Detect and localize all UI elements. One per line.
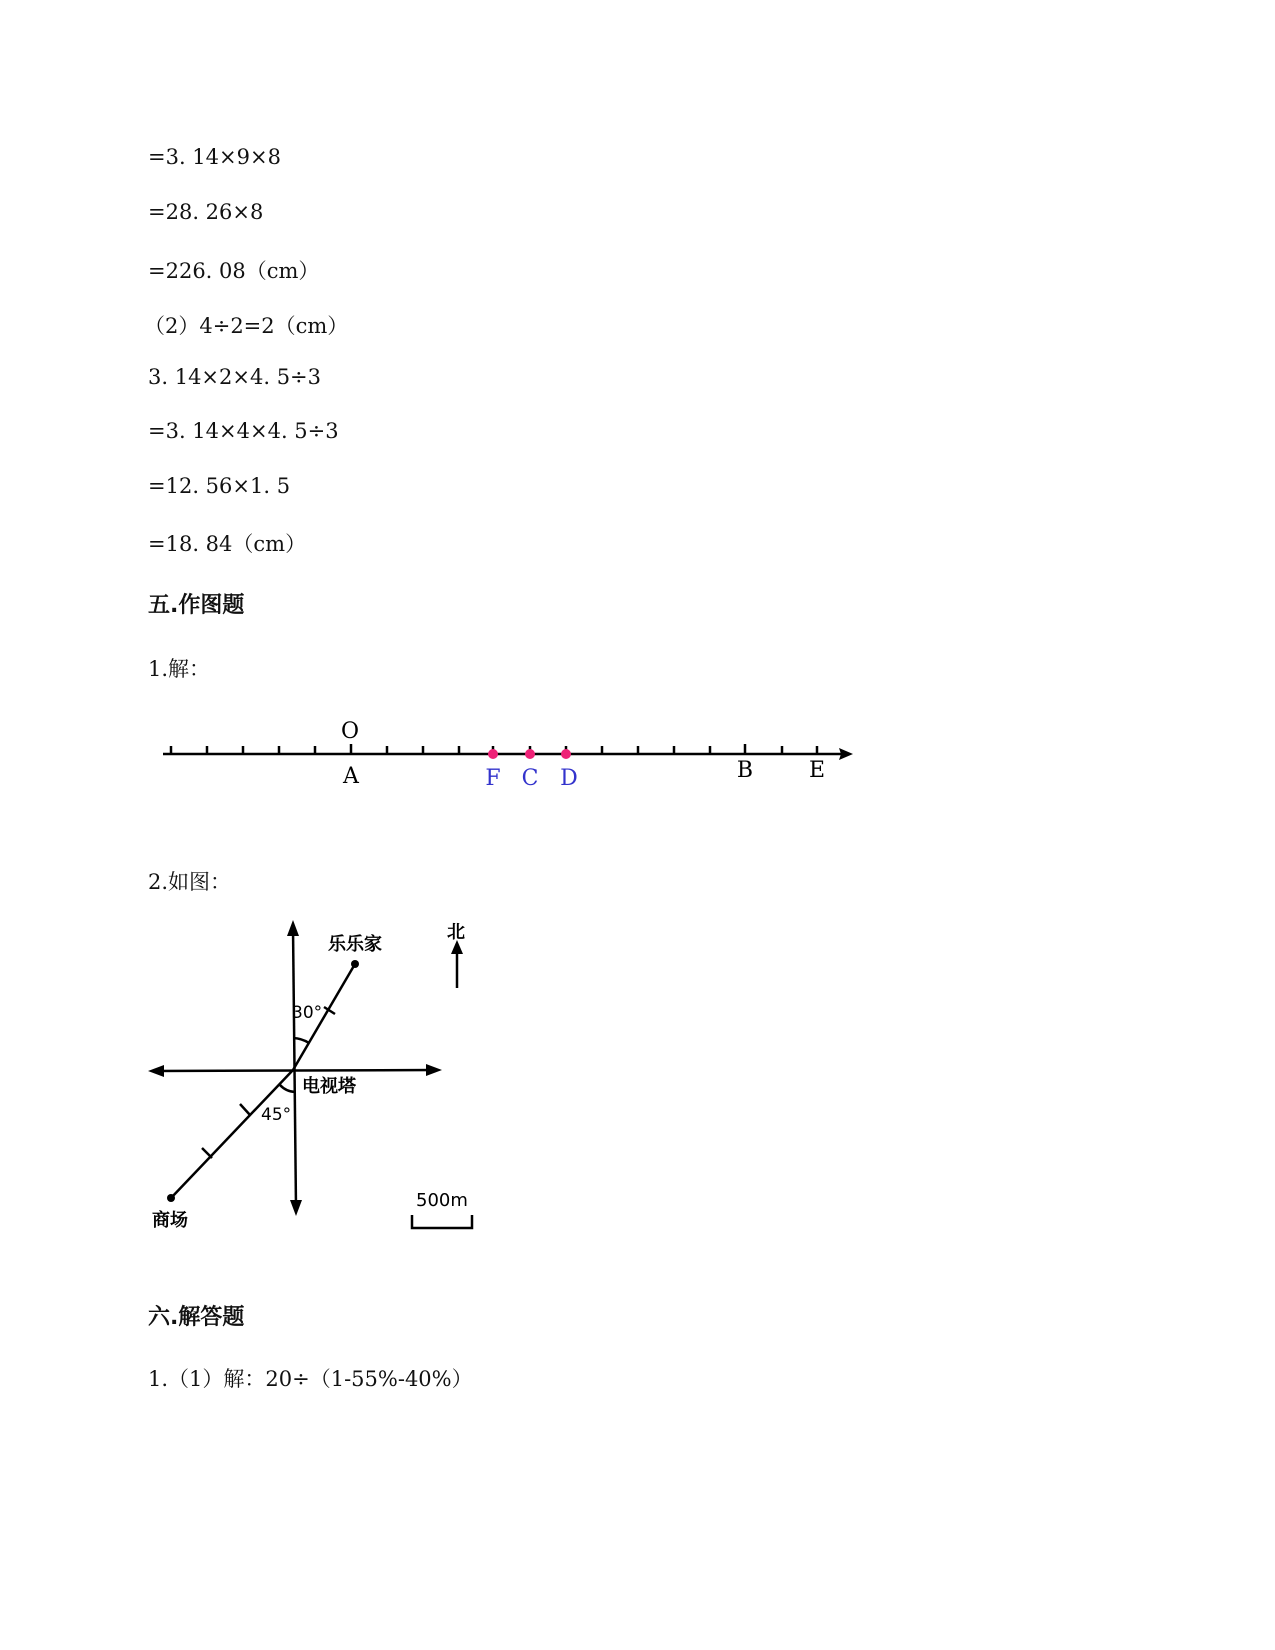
arrow-right-icon (426, 1064, 442, 1076)
section-heading: 五.作图题 (148, 593, 245, 618)
direction-map-figure (140, 910, 500, 1240)
label-f: F (485, 766, 501, 791)
home-label: 乐乐家 (328, 934, 382, 955)
calc-line: （2）4÷2=2（cm） (144, 314, 349, 338)
arrow-down-icon (290, 1200, 302, 1216)
question-label: 2.如图： (148, 870, 232, 894)
calc-line: =18. 84（cm） (148, 532, 307, 556)
calc-line: =226. 08（cm） (148, 259, 320, 283)
calc-line: =3. 14×4×4. 5÷3 (148, 419, 339, 443)
tower-label: 电视塔 (302, 1076, 356, 1097)
arrow-left-icon (148, 1065, 164, 1077)
label-a: A (343, 764, 359, 789)
scale-bar (412, 1215, 472, 1228)
calc-line: =3. 14×9×8 (148, 145, 281, 169)
angle-arc-45 (280, 1085, 295, 1092)
scale-label: 500m (416, 1190, 468, 1211)
point-d-dot (561, 749, 571, 759)
question-text: 1.（1）解：20÷（1-55%-40%） (148, 1367, 473, 1391)
calc-line: =12. 56×1. 5 (148, 474, 291, 498)
question-label: 1.解： (148, 657, 211, 681)
point-c-dot (525, 749, 535, 759)
home-point (351, 960, 359, 968)
line-to-mall (171, 1070, 293, 1198)
label-c: C (521, 766, 539, 791)
calc-line: 3. 14×2×4. 5÷3 (148, 365, 322, 389)
label-b: B (736, 758, 754, 783)
angle-45-label: 45° (261, 1105, 292, 1125)
angle-30-label: 30° (292, 1003, 323, 1023)
label-o: O (340, 719, 360, 744)
label-d: D (560, 766, 578, 791)
number-line-figure (155, 710, 865, 800)
section-heading: 六.解答题 (148, 1305, 245, 1330)
arrow-head-icon (839, 748, 853, 760)
mall-label: 商场 (152, 1210, 188, 1231)
point-f-dot (488, 749, 498, 759)
label-e: E (808, 758, 826, 783)
north-label: 北 (447, 922, 465, 943)
calc-line: =28. 26×8 (148, 200, 264, 224)
mall-point (167, 1194, 175, 1202)
horizontal-axis (154, 1070, 436, 1071)
arrow-up-icon (287, 920, 299, 936)
